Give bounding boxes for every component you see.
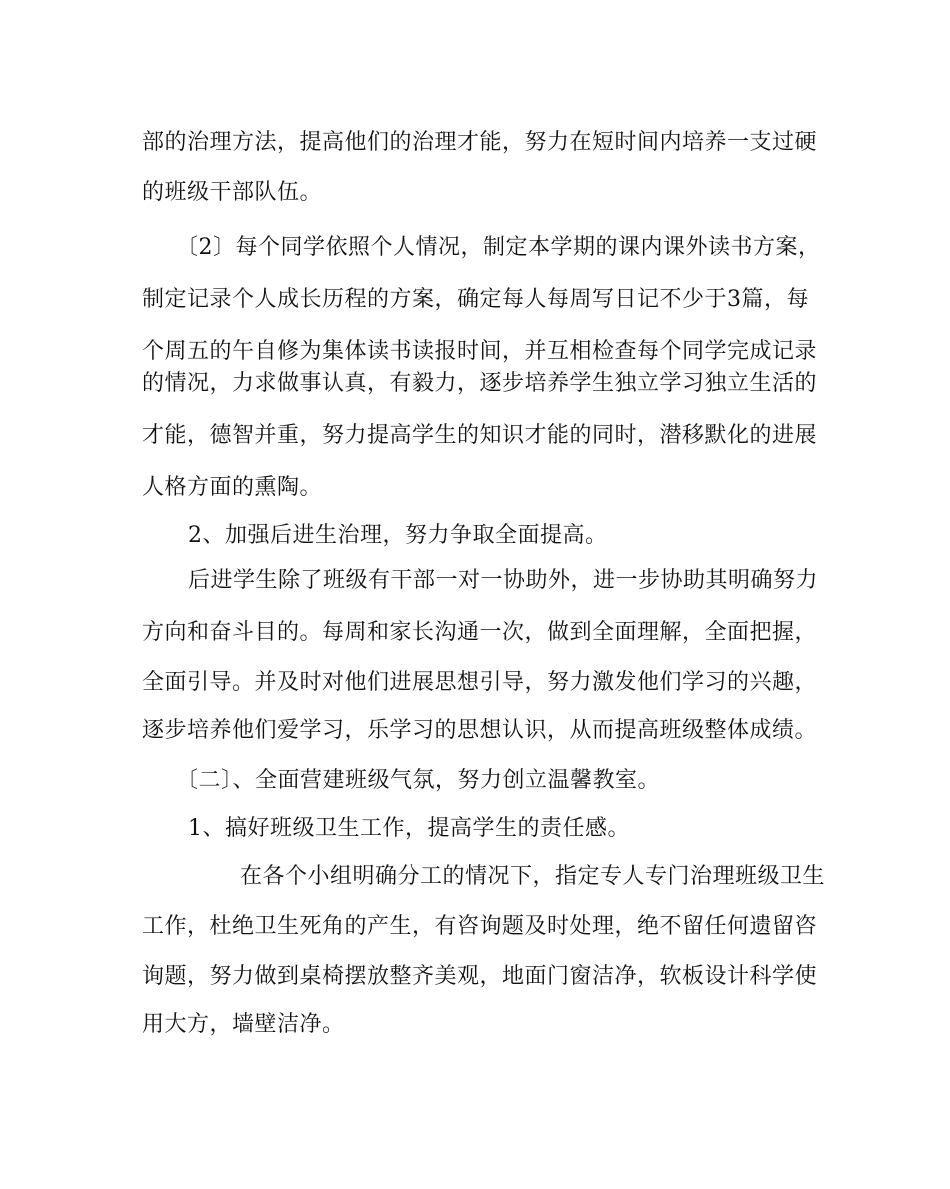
text-line: 〔二〕、全面营建班级气氛，努力创立温馨教室。 [176, 768, 661, 793]
text-line: 询题，努力做到桌椅摆放整齐美观，地面门窗洁净，软板设计科学使 [142, 964, 818, 989]
text-line: 在各个小组明确分工的情况下，指定专人专门治理班级卫生 [240, 864, 826, 889]
text-line: 的情况，力求做事认真，有毅力，逐步培养学生独立学习独立生活的 [142, 371, 818, 396]
text-line: 才能，德智并重，努力提高学生的知识才能的同时，潜移默化的进展 [142, 423, 818, 448]
text-line: 〔2〕每个同学依照个人情况，制定本学期的课内课外读书方案， [176, 235, 821, 260]
text-line: 全面引导。并及时对他们进展思想引导，努力激发他们学习的兴趣， [142, 670, 818, 695]
text-line: 用大方，墙壁洁净。 [142, 1012, 345, 1037]
text-line: 1、搞好班级卫生工作，提高学生的责任感。 [188, 816, 630, 841]
text-line: 人格方面的熏陶。 [142, 475, 323, 500]
text-line: 逐步培养他们爱学习，乐学习的思想认识，从而提高班级整体成绩。 [142, 718, 818, 743]
text-line: 的班级干部队伍。 [142, 180, 323, 205]
text-line: 工作，杜绝卫生死角的产生，有咨询题及时处理，绝不留任何遗留咨 [142, 914, 818, 939]
text-line: 制定记录个人成长历程的方案，确定每人每周写日记不少于3篇，每 [142, 287, 809, 312]
text-line: 后进学生除了班级有干部一对一协助外，进一步协助其明确努力 [188, 568, 819, 593]
text-line: 2、加强后进生治理，努力争取全面提高。 [188, 523, 608, 548]
text-line: 方向和奋斗目的。每周和家长沟通一次，做到全面理解，全面把握， [142, 620, 818, 645]
text-line: 部的治理方法，提高他们的治理才能，努力在短时间内培养一支过硬 [142, 130, 818, 155]
text-line: 个周五的午自修为集体读书读报时间，并互相检查每个同学完成记录 [142, 339, 818, 364]
